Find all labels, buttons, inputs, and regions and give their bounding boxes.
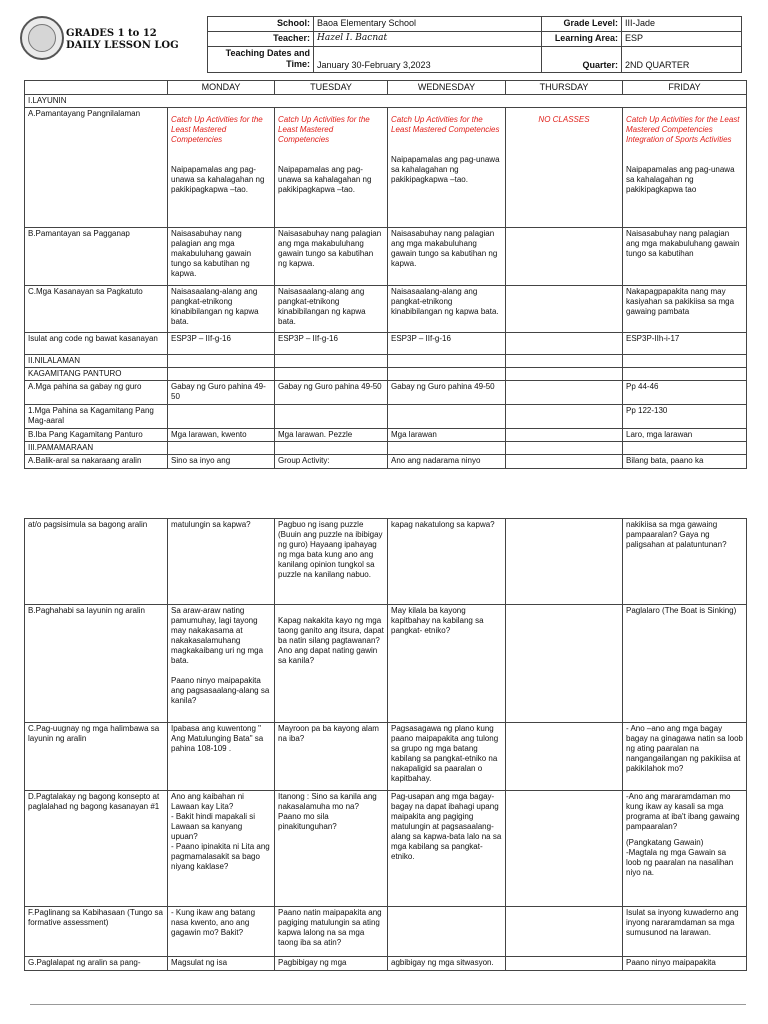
cell-wednesday: Naisasaalang-alang ang pangkat-etnikong kinabibilangan ng kapwa bata. <box>388 286 506 333</box>
cell-thursday <box>506 605 623 723</box>
cell-thursday <box>506 286 623 333</box>
cell-monday <box>168 605 275 723</box>
header-info-table <box>207 16 742 73</box>
cell-wednesday: May kilala ba kayong kapitbahay na kabilang sa pangkat- etniko? <box>388 605 506 723</box>
cell-friday: Laro, mga larawan <box>623 429 747 442</box>
cell-tuesday: Naisasabuhay nang palagian ang mga makabuluhang gawain tungo sa kabutihan ng kapwa. <box>275 228 388 286</box>
cell-thursday <box>506 791 623 907</box>
grade-value: III-Jade <box>622 17 742 32</box>
cell-wednesday: kapag nakatulong sa kapwa? <box>388 519 506 605</box>
row-label: C.Pag-uugnay ng mga halimbawa sa layunin ng aralin <box>25 723 168 791</box>
cell-wednesday: Pag-usapan ang mga bagay-bagay na dapat ibahagi upang maipakita ang pagiging matulungin at pagsasaalang-alang sa kapwa-bata lalo na sa mga kabilang sa pangkat- etniko. <box>388 791 506 907</box>
cell-thursday <box>506 381 623 405</box>
cell-thursday <box>506 228 623 286</box>
catchup-text: Catch Up Activities for the Least Mastered Competencies <box>626 115 740 134</box>
row-pagtalakay <box>25 791 747 907</box>
cell-wednesday: agbibigay ng mga sitwasyon. <box>388 957 506 971</box>
lesson-table-page2 <box>24 518 747 971</box>
cell-monday: Sino sa inyo ang <box>168 455 275 469</box>
cell-tuesday: Mga larawan. Pezzle <box>275 429 388 442</box>
cell-text: - Bakit hindi mapakali si Lawaan sa kanyang upuan? <box>171 812 256 841</box>
area-value: ESP <box>622 32 742 47</box>
cell-text: Naipapamalas ang pag-unawa sa kahalagahan ng pakikipagkapwa –tao. <box>171 165 265 194</box>
row-label: A.Pamantayang Pangnilalaman <box>25 108 168 228</box>
cell-text: Paano ninyo maipapakita ang pagsasaalang-alang sa kanila? <box>171 676 270 705</box>
teacher-label: Teacher: <box>208 32 314 47</box>
row-pamantayan-sa-pagganap <box>25 228 747 286</box>
cell-thursday <box>506 333 623 355</box>
cell-text: Naipapamalas ang pag-unawa sa kahalagahan ng pakikipagkapwa tao <box>626 165 735 194</box>
cell-friday: ESP3P-IIh-i-17 <box>623 333 747 355</box>
cell-text: Kapag nakakita kayo ng mga taong ganito ang itsura, dapat ba natin silang pagtawanan? Ano ang dapat nating gawin sa kanila? <box>278 616 384 665</box>
day-thursday: THURSDAY <box>506 81 623 95</box>
row-label: B.Paghahabi sa layunin ng aralin <box>25 605 168 723</box>
cell-tuesday: Naisasaalang-alang ang pangkat-etnikong kinabibilangan ng kapwa bata. <box>275 286 388 333</box>
cell-friday: Paano ninyo maipapakita <box>623 957 747 971</box>
cell-monday <box>168 108 275 228</box>
row-code <box>25 333 747 355</box>
cell-monday <box>168 791 275 907</box>
row-kasanayan-sa-pagkatuto <box>25 286 747 333</box>
cell-wednesday: Ano ang nadarama ninyo <box>388 455 506 469</box>
dates-label: Teaching Dates and Time: <box>208 47 314 73</box>
row-label: A.Balik-aral sa nakaraang aralin <box>25 455 168 469</box>
cell-monday: Gabay ng Guro pahina 49-50 <box>168 381 275 405</box>
cell-friday: - Ano –ano ang mga bagay bagay na ginagawa natin sa loob ng ating paaralan na nangangailangan ng pakikiisa at pakikilahok mo? <box>623 723 747 791</box>
cell-thursday <box>506 455 623 469</box>
cell-monday: Mga larawan, kwento <box>168 429 275 442</box>
cell-text: Sa araw-araw nating pamumuhay, lagi tayong may nakakasama at nakakasalamuhang magkakaibang uri ng mga bata. <box>171 606 264 665</box>
cell-tuesday: Paano natin maipapakita ang pagiging matulungin sa ating kapwa lalong na sa mga taong iba sa atin? <box>275 907 388 957</box>
day-wednesday: WEDNESDAY <box>388 81 506 95</box>
section-layunin: I.LAYUNIN <box>25 95 747 108</box>
row-iba-pang-kagamitan <box>25 429 747 442</box>
quarter-value: 2ND QUARTER <box>622 47 742 73</box>
cell-thursday <box>506 907 623 957</box>
cell-wednesday <box>388 907 506 957</box>
cell-text: Naipapamalas ang pag-unawa sa kahalagahan ng pakikipagkapwa –tao. <box>278 165 372 194</box>
row-label: B.Iba Pang Kagamitang Panturo <box>25 429 168 442</box>
cell-thursday <box>506 957 623 971</box>
cell-tuesday: Pagbibigay ng mga <box>275 957 388 971</box>
cell-monday: ESP3P – IIf-g-16 <box>168 333 275 355</box>
cell-friday: Naisasabuhay nang palagian ang mga makabuluhang gawain tungo sa kabutihan <box>623 228 747 286</box>
cell-wednesday: Pagsasagawa ng plano kung paano maipapakita ang tulong sa grupo ng mga batang kabilang sa pangkat-etniko na nakapaligid sa paaralan o kapitbahay. <box>388 723 506 791</box>
cell-wednesday: ESP3P – IIf-g-16 <box>388 333 506 355</box>
row-label: A.Mga pahina sa gabay ng guro <box>25 381 168 405</box>
page-divider <box>30 1004 746 1005</box>
catchup-text: Catch Up Activities for the Least Mastered Competencies <box>171 115 263 144</box>
row-label: C.Mga Kasanayan sa Pagkatuto <box>25 286 168 333</box>
row-pamantayang-pangnilalaman <box>25 108 747 228</box>
cell-text: -Ano ang mararamdaman mo kung ikaw ay kasali sa mga programa at iba't ibang gawaing pampaaralan? <box>626 792 740 831</box>
integration-text: Integration of Sports Activities <box>626 135 732 144</box>
row-label: G.Paglalapat ng aralin sa pang- <box>25 957 168 971</box>
catchup-text: Catch Up Activities for the Least Mastered Competencies <box>278 115 370 144</box>
row-pag-uugnay <box>25 723 747 791</box>
cell-friday <box>623 108 747 228</box>
section-pamamaraan: III.PAMAMARAAN <box>25 442 168 455</box>
cell-tuesday <box>275 108 388 228</box>
cell-text: -Magtala ng mga Gawain sa loob ng paaralan na nasalihan niyo na. <box>626 848 734 877</box>
blank-corner <box>25 81 168 95</box>
row-paghahabi <box>25 605 747 723</box>
grade-label: Grade Level: <box>542 17 622 32</box>
school-label: School: <box>208 17 314 32</box>
cell-thursday <box>506 519 623 605</box>
cell-thursday <box>506 429 623 442</box>
row-label: B.Pamantayan sa Pagganap <box>25 228 168 286</box>
cell-friday: Paglalaro (The Boat is Sinking) <box>623 605 747 723</box>
row-paglinang <box>25 907 747 957</box>
row-pagsisimula <box>25 519 747 605</box>
cell-wednesday: Naisasabuhay nang palagian ang mga makabuluhang gawain tungo sa kabutihan ng kapwa. <box>388 228 506 286</box>
cell-text: Ano ang kaibahan ni Lawaan kay Lita? <box>171 792 244 811</box>
section-nilalaman: II.NILALAMAN <box>25 355 168 368</box>
seal-icon <box>20 16 64 60</box>
cell-friday: Nakapagpapakita nang may kasiyahan sa pakikiisa sa mga gawaing pambata <box>623 286 747 333</box>
row-label: D.Pagtalakay ng bagong konsepto at paglalahad ng bagong kasanayan #1 <box>25 791 168 907</box>
cell-friday <box>623 791 747 907</box>
no-classes: NO CLASSES <box>538 115 590 124</box>
cell-monday: Naisasabuhay nang palagian ang mga makabuluhang gawain tungo sa kabutihan ng kapwa. <box>168 228 275 286</box>
quarter-label: Quarter: <box>542 47 622 73</box>
cell-text: - Paano ipinakita ni Lita ang pagmamalasakit sa bago niyang kaklase? <box>171 842 270 871</box>
cell-wednesday: Gabay ng Guro pahina 49-50 <box>388 381 506 405</box>
catchup-text: Catch Up Activities for the Least Mastered Competencies <box>391 115 500 134</box>
cell-monday: Magsulat ng isa <box>168 957 275 971</box>
cell-friday: Isulat sa inyong kuwaderno ang inyong nararamdaman sa mga sumusunod na larawan. <box>623 907 747 957</box>
cell-tuesday: Mayroon pa ba kayong alam na iba? <box>275 723 388 791</box>
cell-friday: nakikiisa sa mga gawaing pampaaralan? Gaya ng paligsahan at palatuntunan? <box>623 519 747 605</box>
day-tuesday: TUESDAY <box>275 81 388 95</box>
title-line1: GRADES 1 to 12 <box>66 28 157 39</box>
day-monday: MONDAY <box>168 81 275 95</box>
area-label: Learning Area: <box>542 32 622 47</box>
cell-tuesday: ESP3P – IIf-g-16 <box>275 333 388 355</box>
row-label: 1.Mga Pahina sa Kagamitang Pang Mag-aaral <box>25 405 168 429</box>
row-balik-aral <box>25 455 747 469</box>
cell-friday: Bilang bata, paano ka <box>623 455 747 469</box>
cell-text: Naipapamalas ang pag-unawa sa kahalagahan ng pakikipagkapwa –tao. <box>391 155 500 184</box>
cell-tuesday: Pagbuo ng isang puzzle (Buuin ang puzzle na ibibigay ng guro) Hayaang ipahayag ng mga bata kung ano ang kanilang opinion tungkol sa puzzle na kanilang nabuo. <box>275 519 388 605</box>
cell-thursday <box>506 723 623 791</box>
cell-tuesday: Gabay ng Guro pahina 49-50 <box>275 381 388 405</box>
school-value: Baoa Elementary School <box>314 17 542 32</box>
cell-thursday <box>506 108 623 228</box>
cell-tuesday: Itanong : Sino sa kanila ang nakasalamuha mo na? Paano mo sila pinakitunguhan? <box>275 791 388 907</box>
section-kagamitan: KAGAMITANG PANTURO <box>25 368 168 381</box>
title-line2: DAILY LESSON LOG <box>66 40 179 51</box>
cell-tuesday: Group Activity: <box>275 455 388 469</box>
day-friday: FRIDAY <box>623 81 747 95</box>
cell-monday: Ipabasa ang kuwentong " Ang Matulunging Bata" sa pahina 108-109 . <box>168 723 275 791</box>
dates-value: January 30-February 3,2023 <box>314 47 542 73</box>
row-kagamitang-pang-mag-aaral <box>25 405 747 429</box>
row-label: Isulat ang code ng bawat kasanayan <box>25 333 168 355</box>
cell-monday: - Kung ikaw ang batang nasa kwento, ano ang gagawin mo? Bakit? <box>168 907 275 957</box>
document-title <box>66 28 206 52</box>
cell-friday: Pp 44-46 <box>623 381 747 405</box>
row-gabay-ng-guro <box>25 381 747 405</box>
lesson-table-page1 <box>24 80 747 469</box>
cell-tuesday <box>275 605 388 723</box>
cell-wednesday: Mga larawan <box>388 429 506 442</box>
row-label: at/o pagsisimula sa bagong aralin <box>25 519 168 605</box>
cell-text: (Pangkatang Gawain) <box>626 838 704 847</box>
cell-friday: Pp 122-130 <box>623 405 747 429</box>
cell-monday: matulungin sa kapwa? <box>168 519 275 605</box>
row-label: F.Paglinang sa Kabihasaan (Tungo sa formative assessment) <box>25 907 168 957</box>
row-paglalapat <box>25 957 747 971</box>
teacher-value: Hazel I. Bacnat <box>314 32 542 47</box>
cell-monday: Naisasaalang-alang ang pangkat-etnikong kinabibilangan ng kapwa bata. <box>168 286 275 333</box>
cell-wednesday <box>388 108 506 228</box>
